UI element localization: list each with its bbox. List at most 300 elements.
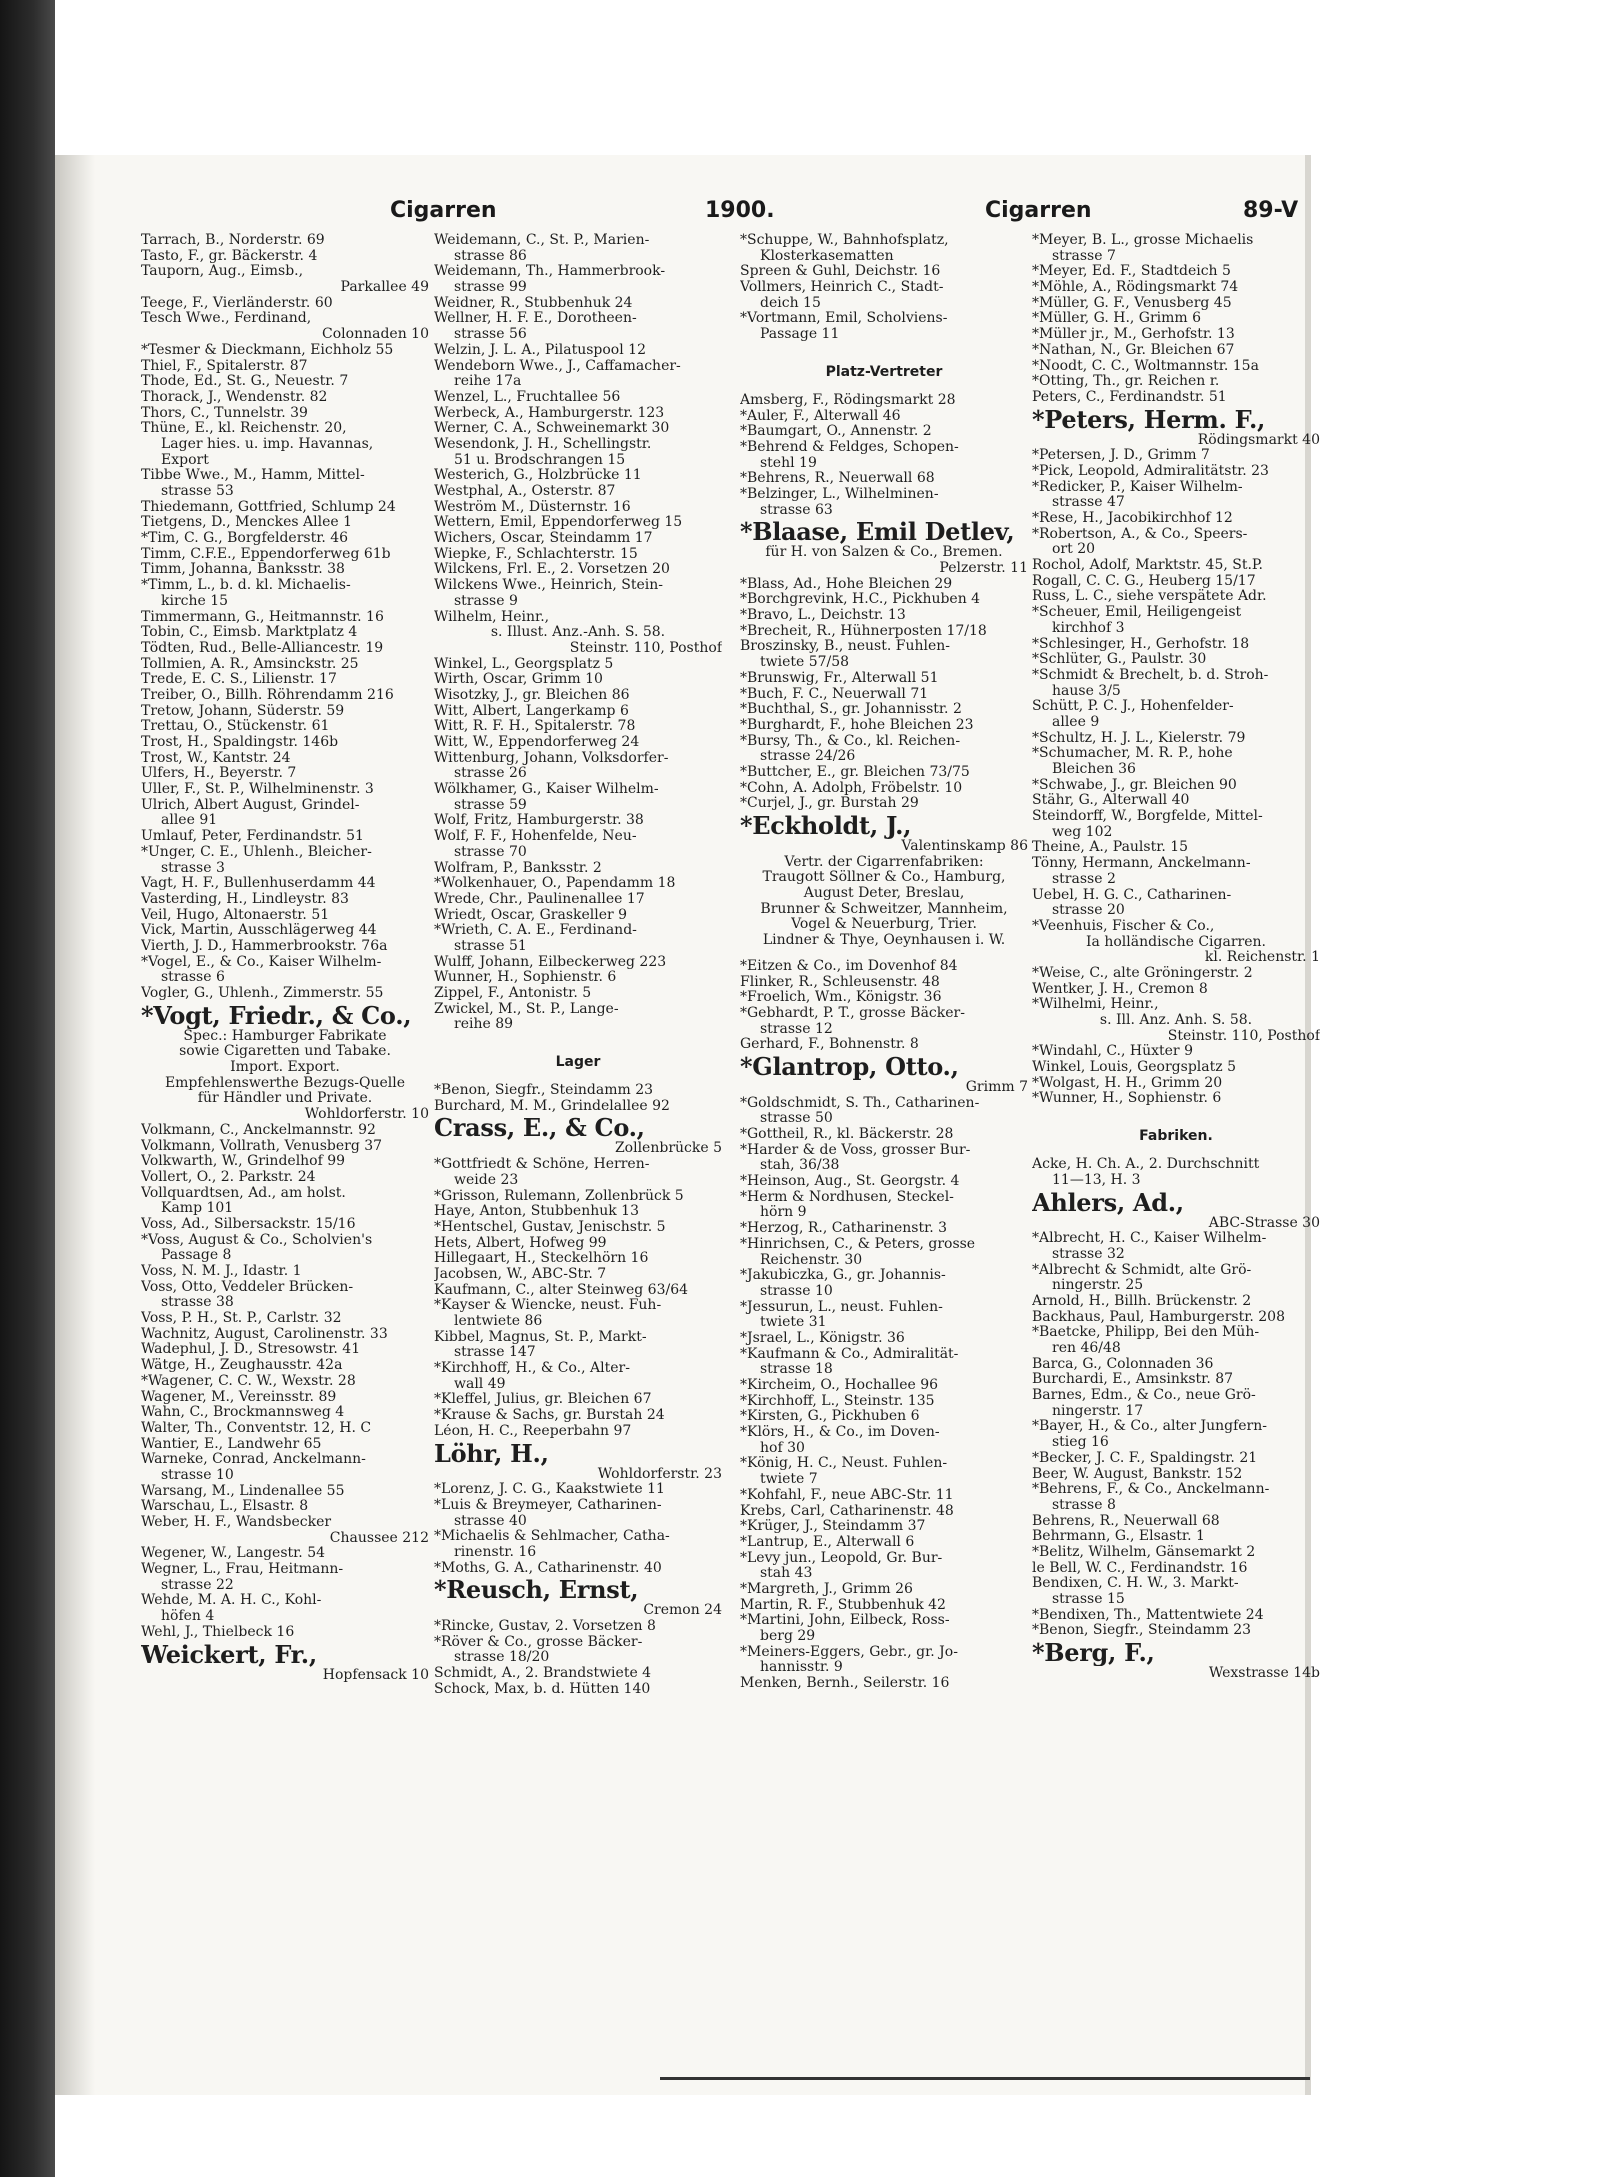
entry-line: Vollert, O., 2. Parkstr. 24 — [141, 1169, 316, 1185]
featured-entry-name: *Peters, Herm. F., — [1032, 405, 1266, 433]
featured-entry-name: Ahlers, Ad., — [1032, 1188, 1184, 1216]
entry-line: Barnes, Edm., & Co., neue Grö- — [1032, 1388, 1256, 1404]
entry-line: Acke, H. Ch. A., 2. Durchschnitt — [1032, 1157, 1260, 1173]
entry-line: Winkel, L., Georgsplatz 5 — [434, 656, 614, 672]
entry-line: *Schultz, H. J. L., Kielerstr. 79 — [1032, 730, 1246, 746]
entry-continuation: strasse 99 — [454, 280, 527, 296]
entry-line: Wesendonk, J. H., Schellingstr. — [434, 436, 652, 452]
entry-continuation: hof 30 — [760, 1440, 805, 1456]
entry-line: *Meiners-Eggers, Gebr., gr. Jo- — [740, 1644, 958, 1660]
entry-line: *Moths, G. A., Catharinenstr. 40 — [434, 1560, 662, 1576]
entry-line: Umlauf, Peter, Ferdinandstr. 51 — [141, 829, 364, 845]
entry-line: *Kircheim, O., Hochallee 96 — [740, 1378, 939, 1393]
featured-entry-name: Weickert, Fr., — [141, 1640, 317, 1668]
entry-continuation: twiete 57/58 — [760, 655, 850, 671]
entry-line: Veil, Hugo, Altonaerstr. 51 — [141, 907, 330, 923]
entry-line: Wilckens, Frl. E., 2. Vorsetzen 20 — [434, 562, 670, 578]
entry-continuation: strasse 7 — [1052, 248, 1116, 264]
entry-line: Wegener, W., Langestr. 54 — [141, 1546, 326, 1562]
entry-line: Wisotzky, J., gr. Bleichen 86 — [434, 687, 630, 703]
entry-line: *Jessurun, L., neust. Fuhlen- — [740, 1299, 943, 1315]
entry-line: Volkmann, C., Anckelmannstr. 92 — [141, 1122, 376, 1138]
entry-line: *Jakubiczka, G., gr. Johannis- — [740, 1268, 946, 1284]
entry-line: Peters, C., Ferdinandstr. 51 — [1032, 389, 1227, 405]
entry-continuation: Passage 8 — [161, 1248, 232, 1264]
entry-line: *Froelich, Wm., Königstr. 36 — [740, 990, 942, 1006]
featured-entry-name: Crass, E., & Co., — [434, 1114, 645, 1142]
entry-line: *Schmidt & Brechelt, b. d. Stroh- — [1032, 667, 1269, 683]
entry-continuation: twiete 31 — [760, 1315, 827, 1331]
entry-line: *Buttcher, E., gr. Bleichen 73/75 — [740, 764, 970, 780]
entry-line: *Brunswig, Fr., Alterwall 51 — [740, 670, 939, 686]
entry-line: Tauporn, Aug., Eimsb., — [141, 264, 304, 280]
entry-line: *Heinson, Aug., St. Georgstr. 4 — [740, 1174, 960, 1190]
entry-line: *Vogel, E., & Co., Kaiser Wilhelm- — [141, 954, 382, 970]
running-head-left: Cigarren — [390, 198, 497, 223]
entry-continuation: strasse 53 — [161, 484, 234, 499]
entry-line: *Röver & Co., grosse Bäcker- — [434, 1634, 643, 1650]
entry-line: Wegner, L., Frau, Heitmann- — [141, 1562, 344, 1578]
entry-line: Wachnitz, August, Carolinenstr. 33 — [141, 1326, 388, 1342]
entry-line: Westphal, A., Osterstr. 87 — [434, 484, 616, 499]
entry-continuation: hörn 9 — [760, 1205, 807, 1221]
entry-line: Schütt, P. C. J., Hohenfelder- — [1032, 699, 1234, 715]
entry-line: Spreen & Guhl, Deichstr. 16 — [740, 264, 941, 280]
entry-line: *Borchgrevink, H.C., Pickhuben 4 — [740, 592, 981, 608]
entry-line: Rogall, C. C. G., Heuberg 15/17 — [1032, 573, 1256, 589]
section-heading: Fabriken. — [1139, 1128, 1213, 1145]
entry-line: Hets, Albert, Hofweg 99 — [434, 1235, 607, 1251]
entry-line: Uller, F., St. P., Wilhelminenstr. 3 — [141, 782, 374, 798]
entry-line: *Gottfriedt & Schöne, Herren- — [434, 1157, 650, 1173]
entry-advert-line: Brunner & Schweitzer, Mannheim, — [760, 901, 1008, 917]
entry-address: Chaussee 212 — [329, 1530, 429, 1546]
entry-continuation: strasse 20 — [1052, 903, 1125, 919]
entry-line: *Albrecht & Schmidt, alte Grö- — [1032, 1262, 1252, 1278]
entry-continuation: Reichenstr. 30 — [760, 1252, 863, 1268]
entry-continuation: weide 23 — [454, 1172, 519, 1188]
entry-address: Grimm 7 — [965, 1079, 1028, 1095]
entry-line: le Bell, W. C., Ferdinandstr. 16 — [1032, 1560, 1248, 1576]
entry-line: *Noodt, C. C., Woltmannstr. 15a — [1032, 358, 1259, 374]
entry-line: Warneke, Conrad, Anckelmann- — [141, 1452, 366, 1468]
entry-line: Bendixen, C. H. W., 3. Markt- — [1032, 1576, 1239, 1592]
entry-line: Wentker, J. H., Cremon 8 — [1032, 981, 1208, 997]
entry-line: *Müller, G. F., Venusberg 45 — [1032, 295, 1232, 311]
scan-bottom-artifact — [660, 2077, 1310, 2080]
entry-line: *Rincke, Gustav, 2. Vorsetzen 8 — [434, 1619, 656, 1634]
entry-advert-line: Traugott Söllner & Co., Hamburg, — [762, 870, 1006, 886]
entry-line: *Baumgart, O., Annenstr. 2 — [740, 424, 932, 440]
entry-line: *Kohfahl, F., neue ABC-Str. 11 — [740, 1487, 954, 1503]
entry-line: *Bendixen, Th., Mattentwiete 24 — [1032, 1607, 1264, 1623]
entry-line: *Behrens, F., & Co., Anckelmann- — [1032, 1482, 1270, 1498]
entry-line: *Cohn, A. Adolph, Fröbelstr. 10 — [740, 780, 963, 796]
entry-line: Teege, F., Vierländerstr. 60 — [141, 295, 333, 311]
entry-line: *Herm & Nordhusen, Steckel- — [740, 1189, 954, 1205]
entry-line: Thors, C., Tunnelstr. 39 — [141, 405, 308, 421]
entry-line: Kaufmann, C., alter Steinweg 63/64 — [434, 1282, 689, 1298]
entry-line: Wiepke, F., Schlachterstr. 15 — [434, 546, 638, 562]
entry-continuation: 51 u. Brodschrangen 15 — [454, 452, 626, 468]
section-heading: Platz-Vertreter — [825, 363, 943, 380]
entry-line: *Buch, F. C., Neuerwall 71 — [740, 686, 929, 702]
entry-address: Wohldorferstr. 10 — [304, 1107, 429, 1123]
entry-continuation: strasse 50 — [760, 1111, 833, 1127]
featured-entry-name: *Reusch, Ernst, — [434, 1576, 639, 1604]
entry-line: Vollquardtsen, Ad., am holst. — [141, 1185, 346, 1201]
entry-line: Wittenburg, Johann, Volksdorfer- — [434, 750, 669, 766]
entry-line: *Wrieth, C. A. E., Ferdinand- — [434, 923, 637, 939]
entry-line: Wilhelm, Heinr., — [434, 609, 550, 625]
entry-continuation: stah, 36/38 — [760, 1158, 840, 1174]
entry-line: *Hentschel, Gustav, Jenischstr. 5 — [434, 1219, 666, 1235]
entry-line: Tibbe Wwe., M., Hamm, Mittel- — [141, 468, 365, 484]
entry-line: *Veenhuis, Fischer & Co., — [1032, 918, 1215, 934]
entry-column-2 — [434, 233, 722, 1697]
entry-line: *Martini, John, Eilbeck, Ross- — [740, 1613, 950, 1629]
entry-line: Zwickel, M., St. P., Lange- — [434, 1001, 619, 1017]
entry-line: Backhaus, Paul, Hamburgerstr. 208 — [1032, 1309, 1285, 1325]
entry-continuation: reihe 89 — [454, 1017, 514, 1033]
entry-line: *Kirchhoff, L., Steinstr. 135 — [740, 1393, 935, 1409]
entry-line: *Brecheit, R., Hühnerposten 17/18 — [740, 623, 987, 639]
entry-line: Walter, Th., Conventstr. 12, H. C — [141, 1420, 372, 1436]
entry-continuation: wall 49 — [454, 1376, 506, 1392]
entry-line: *Klörs, H., & Co., im Doven- — [740, 1425, 940, 1441]
page-gutter-shadow — [55, 155, 95, 2095]
entry-line: Werbeck, A., Hamburgerstr. 123 — [434, 405, 665, 421]
entry-address: Parkallee 49 — [340, 280, 429, 296]
section-spacer — [434, 1073, 722, 1083]
entry-continuation: strasse 32 — [1052, 1246, 1125, 1262]
entry-line: *Wolgast, H. H., Grimm 20 — [1032, 1075, 1223, 1091]
entry-line: Rochol, Adolf, Marktstr. 45, St.P. — [1032, 558, 1263, 574]
entry-line: Voss, Otto, Veddeler Brücken- — [141, 1279, 354, 1295]
entry-continuation: strasse 38 — [161, 1295, 234, 1311]
entry-line: Menken, Bernh., Seilerstr. 16 — [740, 1676, 950, 1692]
section-spacer — [740, 343, 1028, 353]
entry-line: Haye, Anton, Stubbenhuk 13 — [434, 1204, 639, 1220]
entry-continuation: strasse 2 — [1052, 871, 1116, 887]
section-spacer — [1032, 1147, 1320, 1157]
entry-line: Wadephul, J. D., Stresowstr. 41 — [141, 1342, 361, 1358]
entry-line: Timm, Johanna, Banksstr. 38 — [141, 562, 345, 578]
entry-line: *Lorenz, J. C. G., Kaakstwiete 11 — [434, 1482, 665, 1498]
entry-line: Tarrach, B., Norderstr. 69 — [141, 233, 325, 248]
entry-advert-line: s. Illust. Anz.-Anh. S. 58. — [490, 625, 666, 641]
entry-continuation: hause 3/5 — [1052, 683, 1121, 699]
running-head-year: 1900. — [705, 198, 775, 223]
entry-continuation: strasse 70 — [454, 844, 527, 860]
entry-continuation: Klosterkasematten — [760, 248, 894, 264]
section-spacer — [1032, 1107, 1320, 1117]
entry-line: Vasterding, H., Lindleystr. 83 — [141, 891, 349, 907]
entry-line: *Schlüter, G., Paulstr. 30 — [1032, 652, 1207, 668]
entry-line: Warsang, M., Lindenallee 55 — [141, 1483, 345, 1499]
entry-line: *Buchthal, S., gr. Johannisstr. 2 — [740, 702, 962, 718]
entry-advert-line: Spec.: Hamburger Fabrikate — [183, 1028, 387, 1044]
entry-line: Tesch Wwe., Ferdinand, — [141, 311, 312, 327]
entry-continuation: strasse 147 — [454, 1345, 536, 1361]
entry-line: Wolf, Fritz, Hamburgerstr. 38 — [434, 813, 644, 829]
entry-line: Werner, C. A., Schweinemarkt 30 — [434, 421, 670, 437]
entry-continuation: ort 20 — [1052, 542, 1096, 558]
entry-line: Treiber, O., Billh. Röhrendamm 216 — [141, 687, 394, 703]
entry-line: Wagener, M., Vereinsstr. 89 — [141, 1389, 337, 1405]
entry-address: Wohldorferstr. 23 — [597, 1466, 722, 1482]
entry-line: *Becker, J. C. F., Spaldingstr. 21 — [1032, 1450, 1258, 1466]
entry-line: Wölkhamer, G., Kaiser Wilhelm- — [434, 782, 659, 798]
entry-line: *Tesmer & Dieckmann, Eichholz 55 — [141, 342, 394, 358]
entry-address: Zollenbrücke 5 — [614, 1141, 722, 1157]
featured-entry-name: *Blaase, Emil Detlev, — [740, 518, 1015, 546]
entry-continuation: strasse 18 — [760, 1362, 833, 1378]
entry-line: *Levy jun., Leopold, Gr. Bur- — [740, 1550, 943, 1566]
entry-line: Volkmann, Vollrath, Venusberg 37 — [141, 1138, 383, 1154]
entry-line: Arnold, H., Billh. Brückenstr. 2 — [1032, 1293, 1252, 1309]
entry-line: *Müller jr., M., Gerhofstr. 13 — [1032, 327, 1235, 343]
entry-continuation: 11—13, H. 3 — [1052, 1172, 1141, 1188]
entry-line: Burchard, M. M., Grindelallee 92 — [434, 1098, 670, 1114]
entry-line: *Scheuer, Emil, Heiligengeist — [1032, 605, 1242, 621]
section-spacer — [740, 383, 1028, 393]
entry-line: Tasto, F., gr. Bäckerstr. 4 — [141, 248, 318, 264]
entry-continuation: strasse 10 — [161, 1467, 234, 1483]
entry-line: *Belzinger, L., Wilhelminen- — [740, 486, 939, 502]
entry-advert-line: für Händler und Private. — [197, 1091, 373, 1107]
entry-line: Barca, G., Colonnaden 36 — [1032, 1356, 1214, 1372]
entry-line: *Blass, Ad., Hohe Bleichen 29 — [740, 576, 953, 592]
entry-line: Weidemann, C., St. P., Marien- — [434, 233, 650, 248]
entry-continuation: reihe 17a — [454, 374, 522, 390]
entry-line: *Behrend & Feldges, Schopen- — [740, 439, 959, 455]
entry-line: Schock, Max, b. d. Hütten 140 — [434, 1681, 651, 1697]
entry-line: Vagt, H. F., Bullenhuserdamm 44 — [141, 876, 376, 892]
entry-line: Wunner, H., Sophienstr. 6 — [434, 970, 617, 986]
entry-line: Wehde, M. A. H. C., Kohl- — [141, 1593, 322, 1609]
entry-line: Weidemann, Th., Hammerbrook- — [434, 264, 666, 280]
entry-line: Wriedt, Oscar, Graskeller 9 — [434, 907, 628, 923]
entry-line: *Tim, C. G., Borgfelderstr. 46 — [141, 531, 349, 547]
entry-line: *Krause & Sachs, gr. Burstah 24 — [434, 1408, 665, 1424]
entry-line: *Pick, Leopold, Admiralitätstr. 23 — [1032, 463, 1269, 479]
entry-continuation: ningerstr. 17 — [1052, 1403, 1144, 1419]
entry-line: *Möhle, A., Rödingsmarkt 74 — [1032, 280, 1239, 296]
entry-address: Steinstr. 110, Posthof — [569, 640, 722, 656]
entry-line: Witt, W., Eppendorferweg 24 — [434, 735, 640, 750]
entry-line: *Krüger, J., Steindamm 37 — [740, 1519, 926, 1535]
entry-continuation: strasse 12 — [760, 1021, 833, 1037]
entry-line: Voss, N. M. J., Idastr. 1 — [141, 1264, 302, 1279]
entry-advert-line: s. Ill. Anz. Anh. S. 58. — [1099, 1013, 1253, 1028]
entry-line: Witt, R. F. H., Spitalerstr. 78 — [434, 719, 636, 735]
entry-continuation: strasse 24/26 — [760, 749, 856, 765]
entry-continuation: allee 9 — [1052, 714, 1100, 730]
entry-line: Behrens, R., Neuerwall 68 — [1032, 1513, 1220, 1529]
entry-line: *Weise, C., alte Gröningerstr. 2 — [1032, 965, 1253, 981]
entry-line: Vick, Martin, Ausschlägerweg 44 — [141, 923, 377, 939]
entry-continuation: strasse 40 — [454, 1513, 527, 1529]
entry-line: *König, H. C., Neust. Fuhlen- — [740, 1456, 948, 1472]
entry-line: *Unger, C. E., Uhlenh., Bleicher- — [141, 844, 372, 860]
entry-line: *Schlesinger, H., Gerhofstr. 18 — [1032, 636, 1250, 652]
entry-line: Wehl, J., Thielbeck 16 — [141, 1624, 295, 1640]
page-number: 89-V — [1243, 198, 1299, 223]
entry-continuation: ren 46/48 — [1052, 1341, 1121, 1356]
entry-address: Rödingsmarkt 40 — [1197, 432, 1320, 448]
entry-continuation: kirche 15 — [161, 593, 229, 609]
entry-column-4 — [1032, 233, 1320, 1682]
entry-line: Wenzel, L., Fruchtallee 56 — [434, 389, 621, 405]
entry-line: *Voss, August & Co., Scholvien's — [141, 1232, 373, 1248]
entry-line: Winkel, Louis, Georgsplatz 5 — [1032, 1060, 1236, 1076]
entry-continuation: lentwiete 86 — [454, 1314, 543, 1329]
entry-column-1 — [141, 233, 429, 1683]
entry-line: *Rese, H., Jacobikirchhof 12 — [1032, 511, 1233, 526]
entry-line: *Otting, Th., gr. Reichen r. — [1032, 374, 1220, 390]
entry-line: *Windahl, C., Hüxter 9 — [1032, 1044, 1193, 1060]
entry-line: Tönny, Hermann, Anckelmann- — [1032, 856, 1251, 872]
entry-advert-line: Vertr. der Cigarrenfabriken: — [784, 854, 984, 870]
entry-advert-line: Vogel & Neuerburg, Trier. — [791, 917, 977, 933]
entry-line: Thode, Ed., St. G., Neuestr. 7 — [141, 374, 349, 390]
entry-line: Voss, P. H., St. P., Carlstr. 32 — [141, 1311, 342, 1327]
entry-continuation: stah 43 — [760, 1566, 813, 1582]
entry-continuation: allee 91 — [161, 813, 218, 829]
entry-continuation: ningerstr. 25 — [1052, 1278, 1144, 1294]
entry-line: Wellner, H. F. E., Dorotheen- — [434, 311, 637, 327]
entry-line: *Meyer, B. L., grosse Michaelis — [1032, 233, 1254, 248]
entry-line: Thiedemann, Gottfried, Schlump 24 — [141, 499, 396, 515]
entry-line: Wilckens Wwe., Heinrich, Stein- — [434, 578, 664, 594]
entry-line: Volkwarth, W., Grindelhof 99 — [141, 1154, 346, 1170]
entry-line: Wendeborn Wwe., J., Caffamacher- — [434, 358, 681, 374]
entry-line: Beer, W. August, Bankstr. 152 — [1032, 1466, 1243, 1482]
entry-continuation: strasse 8 — [1052, 1497, 1116, 1513]
entry-line: Uebel, H. G. C., Catharinen- — [1032, 887, 1232, 903]
entry-continuation: deich 15 — [760, 295, 821, 311]
entry-line: Timmermann, G., Heitmannstr. 16 — [141, 609, 384, 625]
entry-line: *Benon, Siegfr., Steindamm 23 — [1032, 1623, 1252, 1639]
entry-continuation: rinenstr. 16 — [454, 1544, 537, 1560]
entry-line: *Schuppe, W., Bahnhofsplatz, — [740, 233, 949, 248]
entry-continuation: strasse 59 — [454, 797, 527, 813]
featured-entry-name: *Glantrop, Otto., — [740, 1052, 959, 1080]
entry-line: *Margreth, J., Grimm 26 — [740, 1581, 913, 1597]
entry-line: Warschau, L., Elsastr. 8 — [141, 1499, 309, 1515]
entry-line: *Herzog, R., Catharinenstr. 3 — [740, 1221, 948, 1237]
entry-line: Russ, L. C., siehe verspätete Adr. — [1032, 589, 1267, 605]
entry-line: Behrmann, G., Elsastr. 1 — [1032, 1529, 1205, 1545]
entry-line: *Auler, F., Alterwall 46 — [740, 408, 901, 424]
entry-address: Valentinskamp 86 — [901, 839, 1028, 854]
entry-line: Theine, A., Paulstr. 15 — [1032, 840, 1189, 856]
entry-address: Hopfensack 10 — [322, 1667, 429, 1683]
entry-line: Hillegaart, H., Steckelhörn 16 — [434, 1251, 649, 1267]
featured-entry-name: *Eckholdt, J., — [740, 812, 912, 839]
entry-continuation: strasse 6 — [161, 970, 225, 986]
entry-line: *Harder & de Voss, grosser Bur- — [740, 1142, 971, 1158]
entry-line: *Baetcke, Philipp, Bei den Müh- — [1032, 1325, 1260, 1341]
entry-line: *Kirchhoff, H., & Co., Alter- — [434, 1361, 630, 1377]
entry-line: Vogler, G., Uhlenh., Zimmerstr. 55 — [141, 986, 384, 1001]
entry-line: Wätge, H., Zeughausstr. 42a — [141, 1358, 343, 1374]
entry-line: *Robertson, A., & Co., Speers- — [1032, 526, 1248, 542]
entry-line: Wulff, Johann, Eilbeckerweg 223 — [434, 954, 667, 970]
section-spacer — [434, 1033, 722, 1043]
section-spacer — [740, 949, 1028, 959]
entry-line: Tretow, Johann, Süderstr. 59 — [141, 703, 345, 719]
entry-continuation: Export — [161, 452, 209, 468]
entry-continuation: strasse 22 — [161, 1577, 234, 1593]
entry-continuation: Bleichen 36 — [1052, 762, 1136, 777]
entry-line: Witt, Albert, Langerkamp 6 — [434, 703, 629, 719]
entry-line: *Behrens, R., Neuerwall 68 — [740, 471, 935, 487]
entry-line: *Wilhelmi, Heinr., — [1032, 997, 1159, 1013]
entry-line: *Petersen, J. D., Grimm 7 — [1032, 448, 1210, 464]
entry-line: *Kleffel, Julius, gr. Bleichen 67 — [434, 1392, 652, 1408]
entry-line: *Benon, Siegfr., Steindamm 23 — [434, 1083, 654, 1099]
entry-line: *Jsrael, L., Königstr. 36 — [740, 1330, 905, 1346]
entry-line: Weström M., Düsternstr. 16 — [434, 499, 631, 515]
entry-address: kl. Reichenstr. 1 — [1204, 950, 1320, 966]
entry-line: Wahn, C., Brockmannsweg 4 — [141, 1405, 345, 1421]
entry-line: Jacobsen, W., ABC-Str. 7 — [434, 1266, 607, 1282]
entry-address: Steinstr. 110, Posthof — [1167, 1028, 1320, 1044]
entry-line: *Lantrup, E., Alterwall 6 — [740, 1534, 915, 1550]
entry-line: *Kayser & Wiencke, neust. Fuh- — [434, 1298, 662, 1314]
entry-address: Colonnaden 10 — [322, 327, 429, 343]
entry-line: Trettau, O., Stückenstr. 61 — [141, 719, 330, 735]
entry-line: Ulfers, H., Beyerstr. 7 — [141, 766, 297, 782]
entry-advert-line: Empfehlenswerthe Bezugs-Quelle — [164, 1075, 406, 1091]
entry-address: Cremon 24 — [643, 1603, 722, 1619]
featured-entry-name: *Berg, F., — [1032, 1639, 1155, 1667]
entry-address: Pelzerstr. 11 — [939, 561, 1028, 576]
entry-line: *Bravo, L., Deichstr. 13 — [740, 608, 906, 624]
entry-line: Tobin, C., Eimsb. Marktplatz 4 — [141, 625, 358, 641]
entry-line: Wirth, Oscar, Grimm 10 — [434, 672, 603, 688]
entry-line: Flinker, R., Schleusenstr. 48 — [740, 974, 940, 990]
entry-continuation: strasse 56 — [454, 327, 527, 343]
entry-line: Steindorff, W., Borgfelde, Mittel- — [1032, 809, 1263, 825]
entry-line: *Goldschmidt, S. Th., Catharinen- — [740, 1095, 980, 1111]
entry-advert-line: für H. von Salzen & Co., Bremen. — [765, 545, 1003, 561]
entry-line: Wolfram, P., Banksstr. 2 — [434, 860, 602, 876]
entry-continuation: weg 102 — [1052, 824, 1113, 840]
featured-entry-name: *Vogt, Friedr., & Co., — [141, 1001, 412, 1029]
entry-continuation: kirchhof 3 — [1052, 620, 1125, 636]
entry-line: Thüne, E., kl. Reichenstr. 20, — [141, 421, 347, 437]
entry-line: Zippel, F., Antonistr. 5 — [434, 986, 592, 1001]
entry-line: *Curjel, J., gr. Burstah 29 — [740, 796, 919, 812]
entry-line: Vollmers, Heinrich C., Stadt- — [740, 280, 944, 296]
entry-line: Burchardi, E., Amsinkstr. 87 — [1032, 1372, 1234, 1388]
running-head-right: Cigarren — [985, 198, 1092, 223]
entry-continuation: Lager hies. u. imp. Havannas, — [161, 436, 374, 452]
entry-line: *Nathan, N., Gr. Bleichen 67 — [1032, 342, 1235, 358]
entry-line: *Schumacher, M. R. P., hohe — [1032, 746, 1233, 762]
entry-line: *Hinrichsen, C., & Peters, grosse — [740, 1236, 976, 1252]
entry-continuation: strasse 47 — [1052, 495, 1125, 511]
entry-line: *Wagener, C. C. W., Wexstr. 28 — [141, 1373, 356, 1389]
entry-line: *Vortmann, Emil, Scholviens- — [740, 311, 948, 327]
entry-advert-line: Ia holländische Cigarren. — [1086, 934, 1266, 950]
entry-continuation: strasse 3 — [161, 860, 225, 876]
entry-line: Wichers, Oscar, Steindamm 17 — [434, 531, 653, 547]
entry-line: Welzin, J. L. A., Pilatuspool 12 — [434, 342, 646, 358]
